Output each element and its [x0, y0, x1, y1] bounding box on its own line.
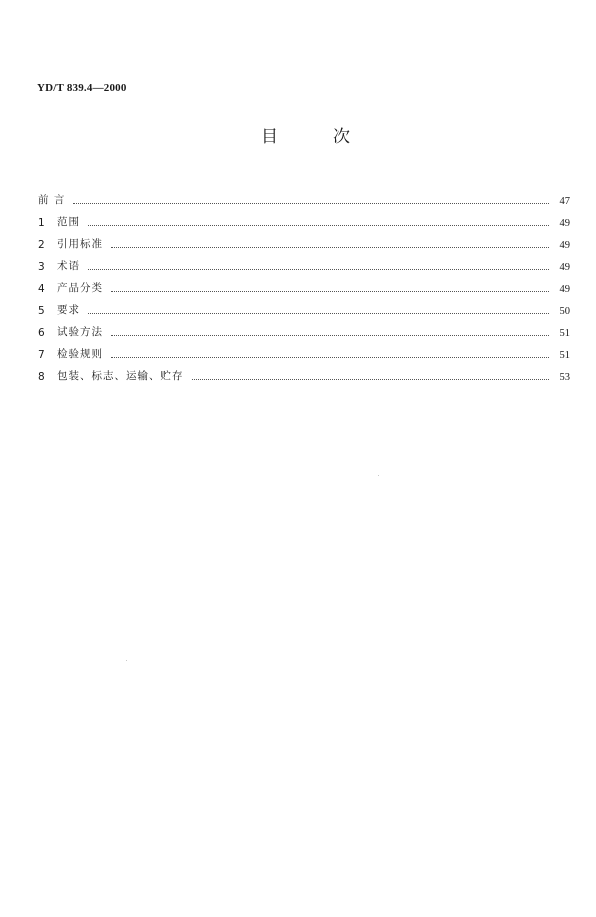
toc-label: 术语 [57, 260, 80, 272]
dot-leader [111, 334, 549, 336]
toc-page-number: 49 [559, 218, 570, 229]
dot-leader [192, 378, 550, 380]
toc-number: 2 [38, 239, 45, 251]
dot-leader [111, 246, 549, 248]
toc-entry-6[interactable] [38, 317, 570, 339]
toc-number: 1 [38, 217, 45, 229]
dot-leader [111, 290, 549, 292]
dot-leader [88, 312, 549, 314]
toc-entry-8[interactable] [38, 361, 570, 383]
toc-label: 范围 [57, 216, 80, 228]
toc-page-number: 51 [559, 328, 570, 339]
toc-page-number: 49 [559, 262, 570, 273]
dot-leader [111, 356, 549, 358]
toc-label: 要求 [57, 304, 80, 316]
toc-entry-5[interactable] [38, 295, 570, 317]
toc-number: 6 [38, 327, 45, 339]
toc-label: 前 言 [38, 194, 66, 206]
toc-page-number: 51 [559, 350, 570, 361]
toc-number: 5 [38, 305, 45, 317]
toc-entry-1[interactable] [38, 207, 570, 229]
page-title [0, 122, 596, 146]
toc-entry-foreword[interactable] [38, 185, 570, 207]
toc-entry-7[interactable] [38, 339, 570, 361]
toc-label: 检验规则 [57, 348, 103, 360]
toc-number: 3 [38, 261, 45, 273]
toc-number: 4 [38, 283, 45, 295]
scan-speck [378, 475, 379, 476]
toc-label: 包装、标志、运输、贮存 [57, 370, 184, 382]
toc-entry-2[interactable] [38, 229, 570, 251]
dot-leader [88, 224, 549, 226]
toc-page-number: 50 [559, 306, 570, 317]
table-of-contents [38, 185, 570, 383]
title-char-2: 次 [333, 127, 350, 147]
toc-number: 7 [38, 349, 45, 361]
toc-page-number: 49 [559, 284, 570, 295]
scan-speck [126, 660, 127, 661]
toc-entry-4[interactable] [38, 273, 570, 295]
toc-page-number: 53 [559, 372, 570, 383]
toc-label: 产品分类 [57, 282, 103, 294]
toc-page-number: 47 [559, 196, 570, 207]
toc-page-number: 49 [559, 240, 570, 251]
toc-number: 8 [38, 371, 45, 383]
toc-entry-3[interactable] [38, 251, 570, 273]
dot-leader [73, 202, 549, 204]
title-char-1: 目 [261, 127, 278, 147]
dot-leader [88, 268, 549, 270]
toc-label: 引用标准 [57, 238, 103, 250]
toc-label: 试验方法 [57, 326, 103, 338]
standard-code: YD/T 839.4—2000 [37, 82, 127, 94]
